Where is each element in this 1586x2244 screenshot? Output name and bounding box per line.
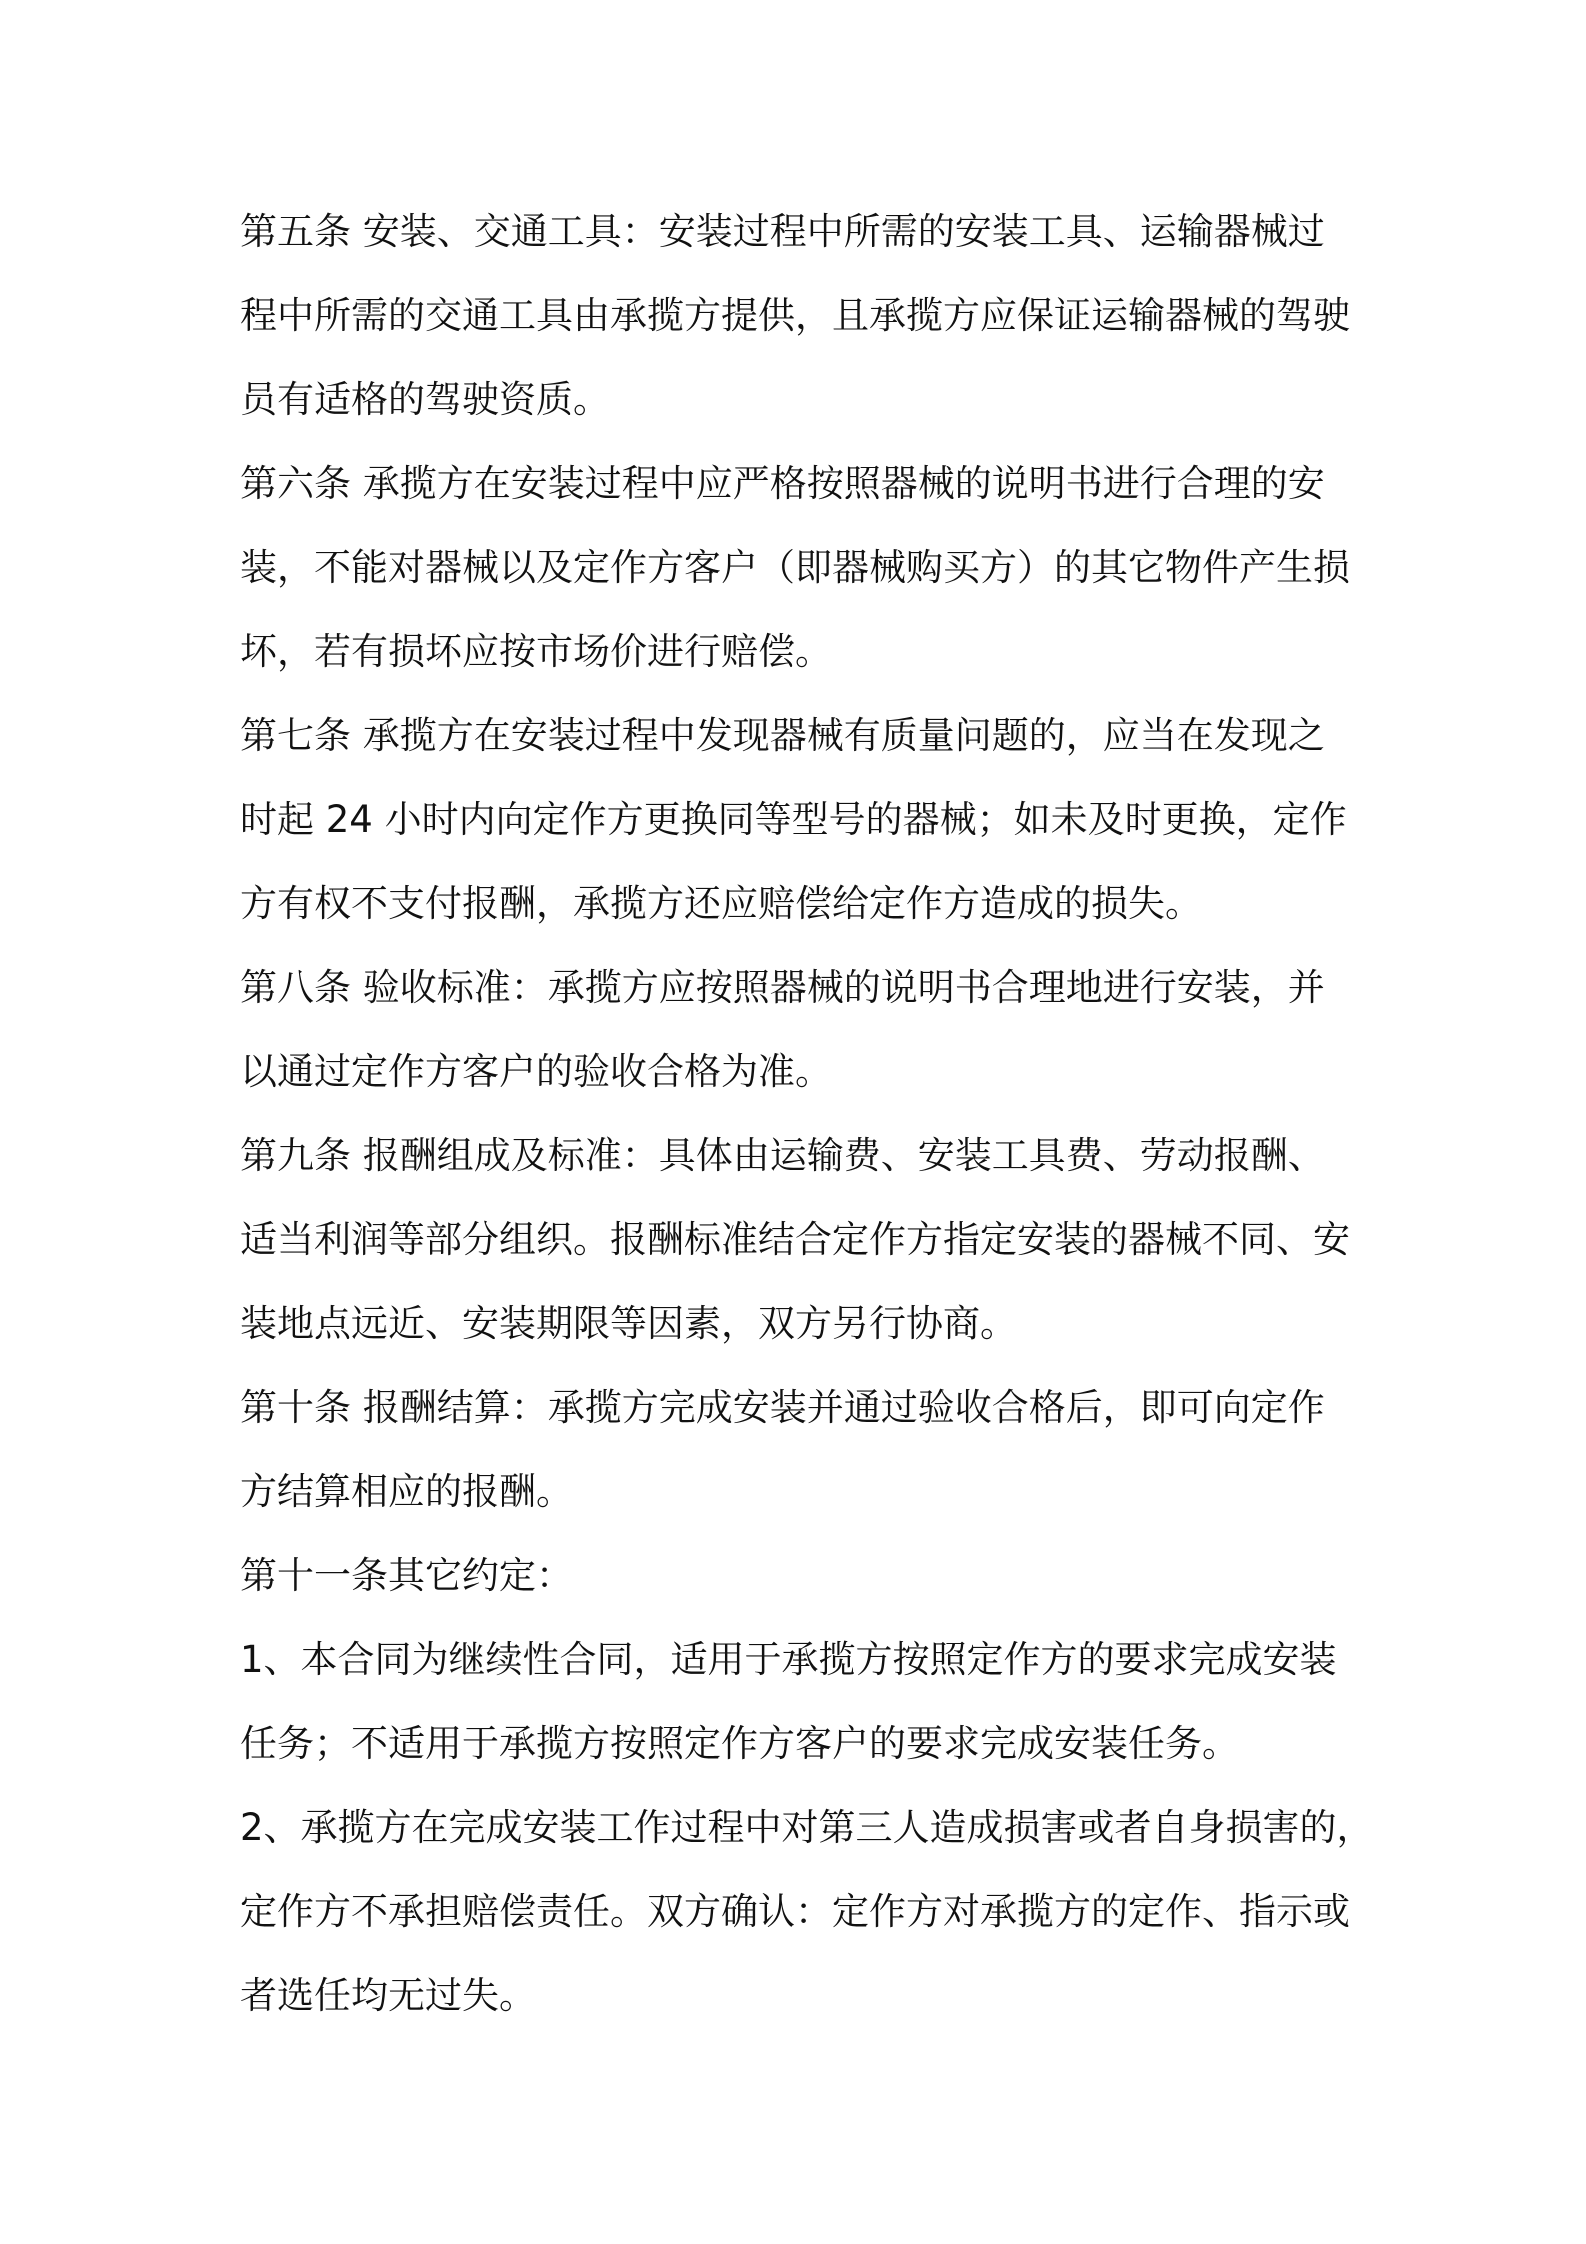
article-6-line-2: 装，不能对器械以及定作方客户（即器械购买方）的其它物件产生损 bbox=[240, 546, 1350, 589]
article-9-line-2: 适当利润等部分组织。报酬标准结合定作方指定安装的器械不同、安 bbox=[240, 1218, 1350, 1261]
article-10-line-2: 方结算相应的报酬。 bbox=[240, 1470, 573, 1513]
document-page bbox=[240, 190, 1374, 2038]
clause-2-line-1: 2、承揽方在完成安装工作过程中对第三人造成损害或者自身损害的， bbox=[240, 1806, 1374, 1849]
article-7-line-1: 第七条 承揽方在安装过程中发现器械有质量问题的，应当在发现之 bbox=[240, 714, 1325, 757]
article-5-line-2: 程中所需的交通工具由承揽方提供，且承揽方应保证运输器械的驾驶 bbox=[240, 294, 1350, 337]
article-10-line-1: 第十条 报酬结算：承揽方完成安装并通过验收合格后，即可向定作 bbox=[240, 1386, 1325, 1429]
clause-2-line-2: 定作方不承担赔偿责任。双方确认：定作方对承揽方的定作、指示或 bbox=[240, 1890, 1350, 1933]
article-6-line-1: 第六条 承揽方在安装过程中应严格按照器械的说明书进行合理的安 bbox=[240, 462, 1325, 505]
article-8-line-2: 以通过定作方客户的验收合格为准。 bbox=[240, 1050, 832, 1093]
article-5-line-3: 员有适格的驾驶资质。 bbox=[240, 378, 610, 421]
clause-1-line-2: 任务；不适用于承揽方按照定作方客户的要求完成安装任务。 bbox=[240, 1722, 1239, 1765]
article-7-line-2: 时起 24 小时内向定作方更换同等型号的器械；如未及时更换，定作 bbox=[240, 798, 1347, 841]
article-9-line-1: 第九条 报酬组成及标准：具体由运输费、安装工具费、劳动报酬、 bbox=[240, 1134, 1325, 1177]
article-7-line-3: 方有权不支付报酬，承揽方还应赔偿给定作方造成的损失。 bbox=[240, 882, 1202, 925]
article-6-line-3: 坏，若有损坏应按市场价进行赔偿。 bbox=[240, 630, 832, 673]
article-8-line-1: 第八条 验收标准：承揽方应按照器械的说明书合理地进行安装，并 bbox=[240, 966, 1325, 1009]
clause-1-line-1: 1、本合同为继续性合同，适用于承揽方按照定作方的要求完成安装 bbox=[240, 1638, 1337, 1681]
article-11-heading: 第十一条其它约定： bbox=[240, 1554, 573, 1597]
article-5-line-1: 第五条 安装、交通工具：安装过程中所需的安装工具、运输器械过 bbox=[240, 210, 1325, 253]
clause-2-line-3: 者选任均无过失。 bbox=[240, 1974, 536, 2017]
article-9-line-3: 装地点远近、安装期限等因素，双方另行协商。 bbox=[240, 1302, 1017, 1345]
